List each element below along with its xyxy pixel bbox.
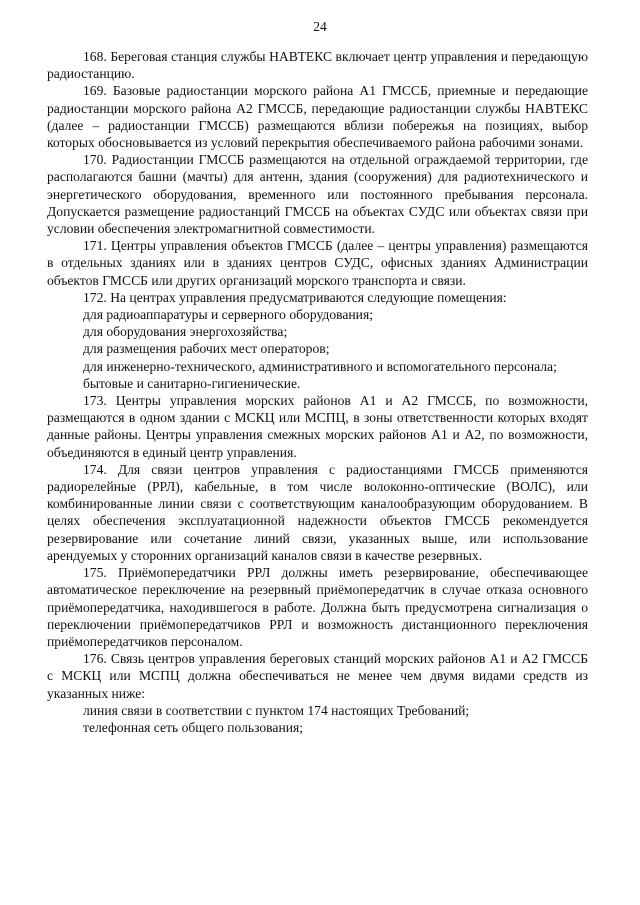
paragraph-174: 174. Для связи центров управления с радиостанциями ГМССБ применяются радиорелейные (РРЛ), кабельные, в том числе волоконно-оптические (ВОЛС), или комбинированные линии связи с соответствующим каналообразующим оборудованием. В целях обеспечения эксплуатационной надежности объектов ГМССБ рекомендуется резервирование или сочетание линий связи, указанных выше, или использование арендуемых у сторонних организаций каналов связи в качестве резервных. [47, 461, 588, 563]
list-item: для размещения рабочих мест операторов; [83, 341, 330, 357]
paragraph-175: 175. Приёмопередатчики РРЛ должны иметь резервирование, обеспечивающее автоматическое переключение на резервный приёмопередатчик в случае отказа основного приёмопередатчика, находившегося в работе. Должна быть предусмотрена сигнализация о переключении приёмопередатчиков РРЛ и возможность дистанционного переключения приёмопередатчиков персоналом. [47, 565, 588, 649]
paragraph-170: 170. Радиостанции ГМССБ размещаются на отдельной ограждаемой территории, где располагаются башни (мачты) для антенн, здания (сооружения) для радиотехнического и энергетического оборудования, временного или постоянного пребывания персонала. Допускается размещение радиостанций ГМССБ на объектах СУДС или объектах связи при условии обеспечения электромагнитной совместимости. [47, 152, 588, 237]
list-item: телефонная сеть общего пользования; [83, 719, 304, 735]
list-item: для оборудования энергохозяйства; [83, 324, 288, 340]
paragraph-171: 171. Центры управления объектов ГМССБ (далее – центры управления) размещаются в отдельных зданиях или в зданиях центров СУДС, офисных зданиях Администрации объектов ГМССБ или других организаций морского транспорта и связи. [47, 238, 588, 288]
paragraph-168: 168. Береговая станция службы НАВТЕКС включает центр управления и передающую радиостанцию. [47, 49, 588, 82]
paragraph-173: 173. Центры управления морских районов А1 и А2 ГМССБ, по возможности, размещаются в одном здании с МСКЦ или МСПЦ, в зоны ответственности которых входят данные районы. Центры управления смежных морских районов А1 и А2, по возможности, объединяются в единый центр управления. [47, 393, 588, 460]
document-body [47, 48, 588, 736]
page-number: 24 [313, 19, 327, 34]
paragraph-169: 169. Базовые радиостанции морского района А1 ГМССБ, приемные и передающие радиостанции морского района А2 ГМССБ, передающие радиостанции службы НАВТЕКС (далее – радиостанции ГМССБ) размещаются вблизи побережья на позициях, выбор которых обосновывается из условий перекрытия обеспечиваемого района рабочими зонами. [47, 83, 588, 151]
list-item: для инженерно-технического, административного и вспомогательного персонала; [83, 358, 557, 374]
paragraph-172: 172. На центрах управления предусматриваются следующие помещения: [83, 289, 507, 305]
list-item: для радиоаппаратуры и серверного оборудования; [83, 307, 373, 323]
list-item: линия связи в соответствии с пунктом 174 настоящих Требований; [83, 702, 470, 718]
paragraph-176: 176. Связь центров управления береговых станций морских районов А1 и А2 ГМССБ с МСКЦ или МСПЦ должна обеспечиваться не менее чем двумя видами средств из указанных ниже: [47, 651, 588, 701]
list-item: бытовые и санитарно-гигиенические. [83, 375, 301, 391]
